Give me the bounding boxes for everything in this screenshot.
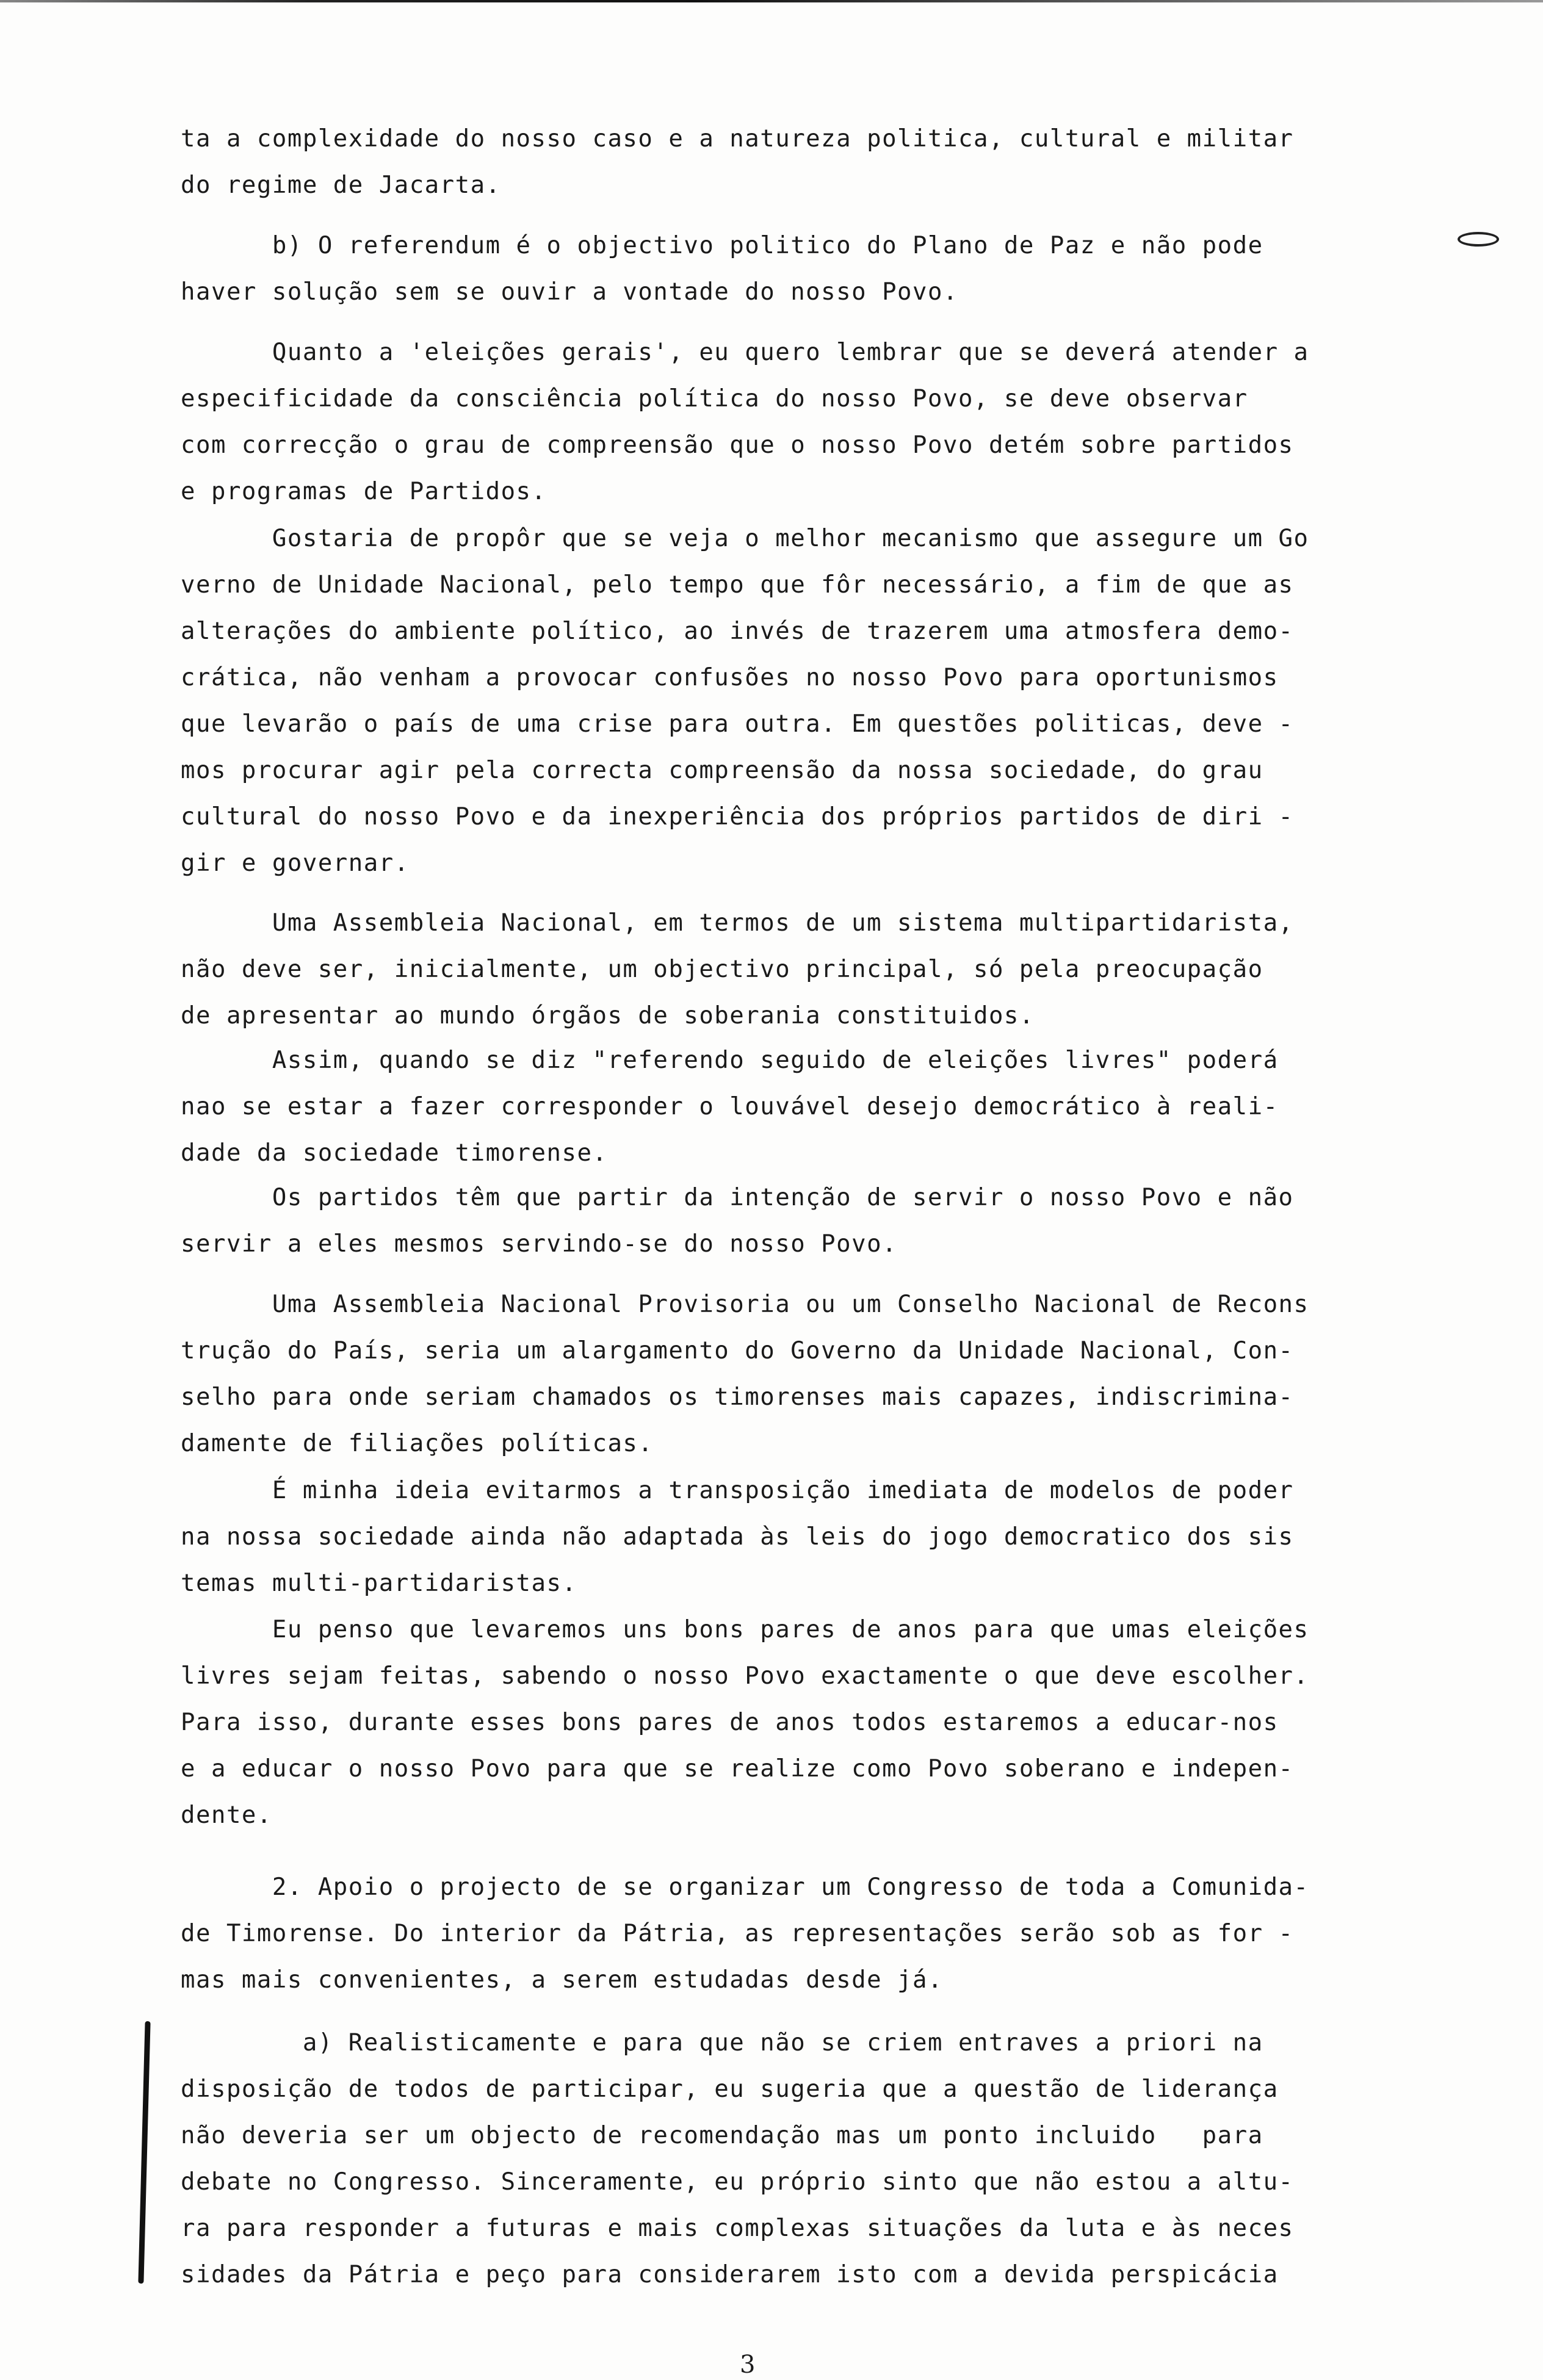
paragraph-12: a) Realisticamente e para que não se criem entraves a priori na disposição de todos de participar, eu sugeria que a questão de liderança não deveria ser um objecto de recomendação mas um ponto incluido para debate no Congresso. Sinceramente, eu próprio sinto que não estou a altu- ra para responder a futuras e mais complexas situações da luta e às neces sidades da Pátria e peço para considerarem isto com a devida perspicácia: [181, 2029, 1294, 2288]
paragraph-6: Assim, quando se diz "referendo seguido de eleições livres" poderá nao se estar a fazer corresponder o louvável desejo democrático à reali- dade da sociedade timorense.: [181, 1047, 1279, 1167]
paragraph-4: Gostaria de propôr que se veja o melhor mecanismo que assegure um Go verno de Unidade Nacional, pelo tempo que fôr necessário, a fim de que as alterações do ambiente político, ao invés de trazerem uma atmosfera demo- crática, não venham a provocar confusões no nosso Povo para oportunismos que levarão o país de uma crise para outra. Em questões politicas, deve - mos procurar agir pela correcta compreensão da nossa sociedade, do grau cultural do nosso Povo e da inexperiência dos próprios partidos de diri - gir e governar.: [181, 525, 1309, 877]
paragraph-3: Quanto a 'eleições gerais', eu quero lembrar que se deverá atender a especificidade da consciência política do nosso Povo, se deve observar com correcção o grau de compreensão que o nosso Povo detém sobre partidos e programas de Partidos.: [181, 339, 1309, 505]
margin-scribble-mark: [1458, 232, 1499, 247]
paragraph-11: 2. Apoio o projecto de se organizar um Congresso de toda a Comunida- de Timorense. Do interior da Pátria, as representações serão sob as for - mas mais convenientes, a serem estudadas desde já.: [181, 1873, 1309, 1994]
paragraph-2: b) O referendum é o objectivo politico do Plano de Paz e não pode haver solução sem se ouvir a vontade do nosso Povo.: [181, 232, 1263, 306]
scan-top-edge: [0, 0, 1543, 2]
paragraph-10: Eu penso que levaremos uns bons pares de anos para que umas eleições livres sejam feitas, sabendo o nosso Povo exactamente o que deve escolher. Para isso, durante esses bons pares de anos todos estaremos a educar-nos e a educar o nosso Povo para que se realize como Povo soberano e indepen- dente.: [181, 1616, 1309, 1829]
paragraph-8: Uma Assembleia Nacional Provisoria ou um Conselho Nacional de Recons trução do País, seria um alargamento do Governo da Unidade Nacional, Con- selho para onde seriam chamados os timorenses mais capazes, indiscrimina- damente de filiações políticas.: [181, 1291, 1309, 1457]
paragraph-1: ta a complexidade do nosso caso e a natureza politica, cultural e militar do regime de Jacarta.: [181, 125, 1294, 199]
handwritten-margin-bar: [138, 2021, 150, 2284]
paragraph-7: Os partidos têm que partir da intenção de servir o nosso Povo e não servir a eles mesmos servindo-se do nosso Povo.: [181, 1184, 1294, 1258]
page-number: 3: [740, 2351, 756, 2379]
paragraph-5: Uma Assembleia Nacional, em termos de um sistema multipartidarista, não deve ser, inicialmente, um objectivo principal, só pela preocupação de apresentar ao mundo órgãos de soberania constituidos.: [181, 909, 1294, 1030]
paragraph-9: É minha ideia evitarmos a transposição imediata de modelos de poder na nossa sociedade ainda não adaptada às leis do jogo democratico dos sis temas multi-partidaristas.: [181, 1477, 1294, 1597]
